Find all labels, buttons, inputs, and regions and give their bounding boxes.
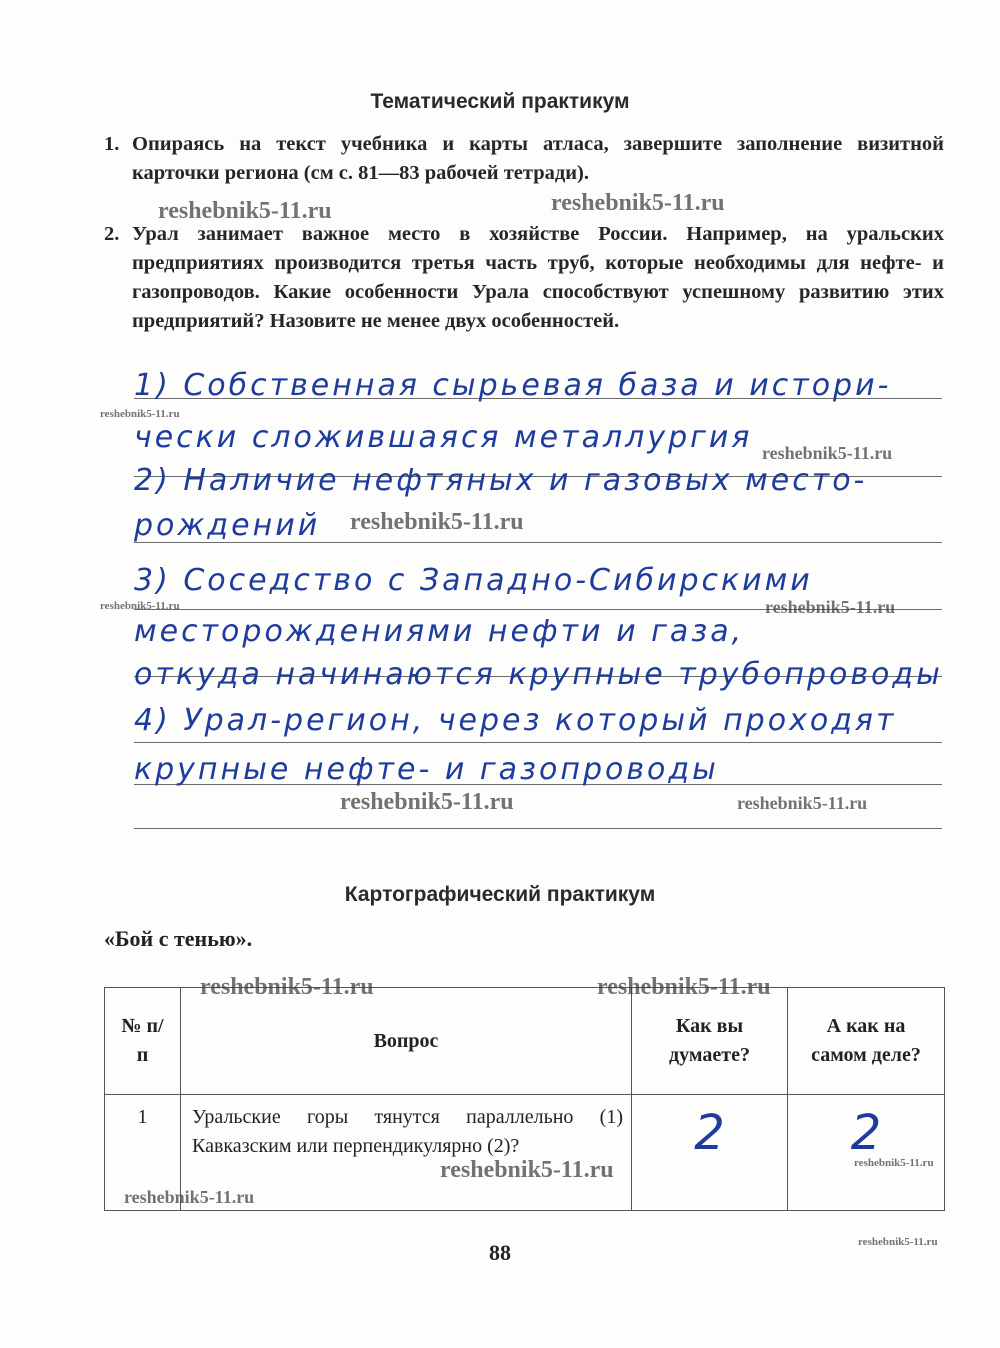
watermark: reshebnik5-11.ru bbox=[858, 1236, 938, 1248]
handwritten-answer-line: чески сложившаяся металлургия bbox=[134, 420, 753, 455]
answer-rule bbox=[134, 742, 942, 743]
watermark: reshebnik5-11.ru bbox=[340, 789, 514, 815]
task-1 bbox=[104, 130, 944, 188]
row-actual-cell bbox=[788, 1095, 945, 1211]
answer-rule bbox=[134, 828, 942, 829]
handwritten-answer-line: 3) Соседство с Западно-Сибирскими bbox=[134, 563, 813, 598]
task-1-text: Опираясь на текст учебника и карты атласа, завершите заполнение визитной карточки региона (см с. 81—83 рабочей тетради). bbox=[132, 133, 944, 184]
header-guess: Как вы думаете? bbox=[632, 988, 788, 1095]
watermark: reshebnik5-11.ru bbox=[854, 1157, 934, 1169]
handwritten-answer-line: откуда начинаются крупные трубопроводы bbox=[134, 657, 943, 692]
handwritten-answer-line: крупные нефте- и газопроводы bbox=[134, 752, 719, 787]
task-2-number: 2. bbox=[104, 223, 120, 245]
row-number: 1 bbox=[105, 1095, 181, 1211]
handwritten-actual: 2 bbox=[850, 1105, 882, 1161]
task-2-text: Урал занимает важное место в хозяйстве России. Например, на уральских предприятиях производится третья часть труб, которые необходимы для нефте- и газопроводов. Какие особенности Урала способствуют успешному развитию этих предприятий? Назовите не менее двух особенностей. bbox=[132, 223, 944, 332]
section-title-thematic: Тематический практикум bbox=[370, 90, 630, 113]
handwritten-answer-line: 1) Собственная сырьевая база и истори- bbox=[134, 368, 892, 403]
watermark: reshebnik5-11.ru bbox=[440, 1157, 614, 1183]
page-number: 88 bbox=[489, 1240, 511, 1265]
row-guess-cell bbox=[632, 1095, 788, 1211]
section-title-cartographic: Картографический практикум bbox=[344, 883, 656, 906]
task-1-number: 1. bbox=[104, 133, 120, 155]
handwritten-guess: 2 bbox=[694, 1105, 725, 1161]
table-header-row bbox=[105, 988, 945, 1095]
game-title: «Бой с тенью». bbox=[104, 926, 253, 951]
watermark: reshebnik5-11.ru bbox=[551, 190, 725, 216]
watermark: reshebnik5-11.ru bbox=[762, 443, 893, 463]
handwritten-answer-line: 4) Урал-регион, через который проходят bbox=[134, 703, 897, 738]
handwritten-answer-line: месторождениями нефти и газа, bbox=[134, 614, 745, 649]
watermark: reshebnik5-11.ru bbox=[124, 1187, 255, 1207]
row-question: Уральские горы тянутся параллельно (1) Кавказским или перпендикулярно (2)? bbox=[181, 1095, 632, 1211]
task-2 bbox=[104, 220, 944, 336]
handwritten-answer-line: рождений bbox=[134, 508, 321, 543]
watermark: reshebnik5-11.ru bbox=[350, 509, 524, 535]
watermark: reshebnik5-11.ru bbox=[737, 793, 868, 813]
watermark: reshebnik5-11.ru bbox=[158, 198, 332, 224]
header-actual: А как на самом деле? bbox=[788, 988, 945, 1095]
handwritten-answer-line: 2) Наличие нефтяных и газовых место- bbox=[134, 463, 868, 498]
header-question: Вопрос bbox=[181, 988, 632, 1095]
watermark: reshebnik5-11.ru bbox=[100, 600, 180, 612]
watermark: reshebnik5-11.ru bbox=[765, 597, 896, 617]
watermark: reshebnik5-11.ru bbox=[597, 974, 771, 1000]
header-number: № п/п bbox=[105, 988, 181, 1095]
watermark: reshebnik5-11.ru bbox=[200, 974, 374, 1000]
watermark: reshebnik5-11.ru bbox=[100, 408, 180, 420]
